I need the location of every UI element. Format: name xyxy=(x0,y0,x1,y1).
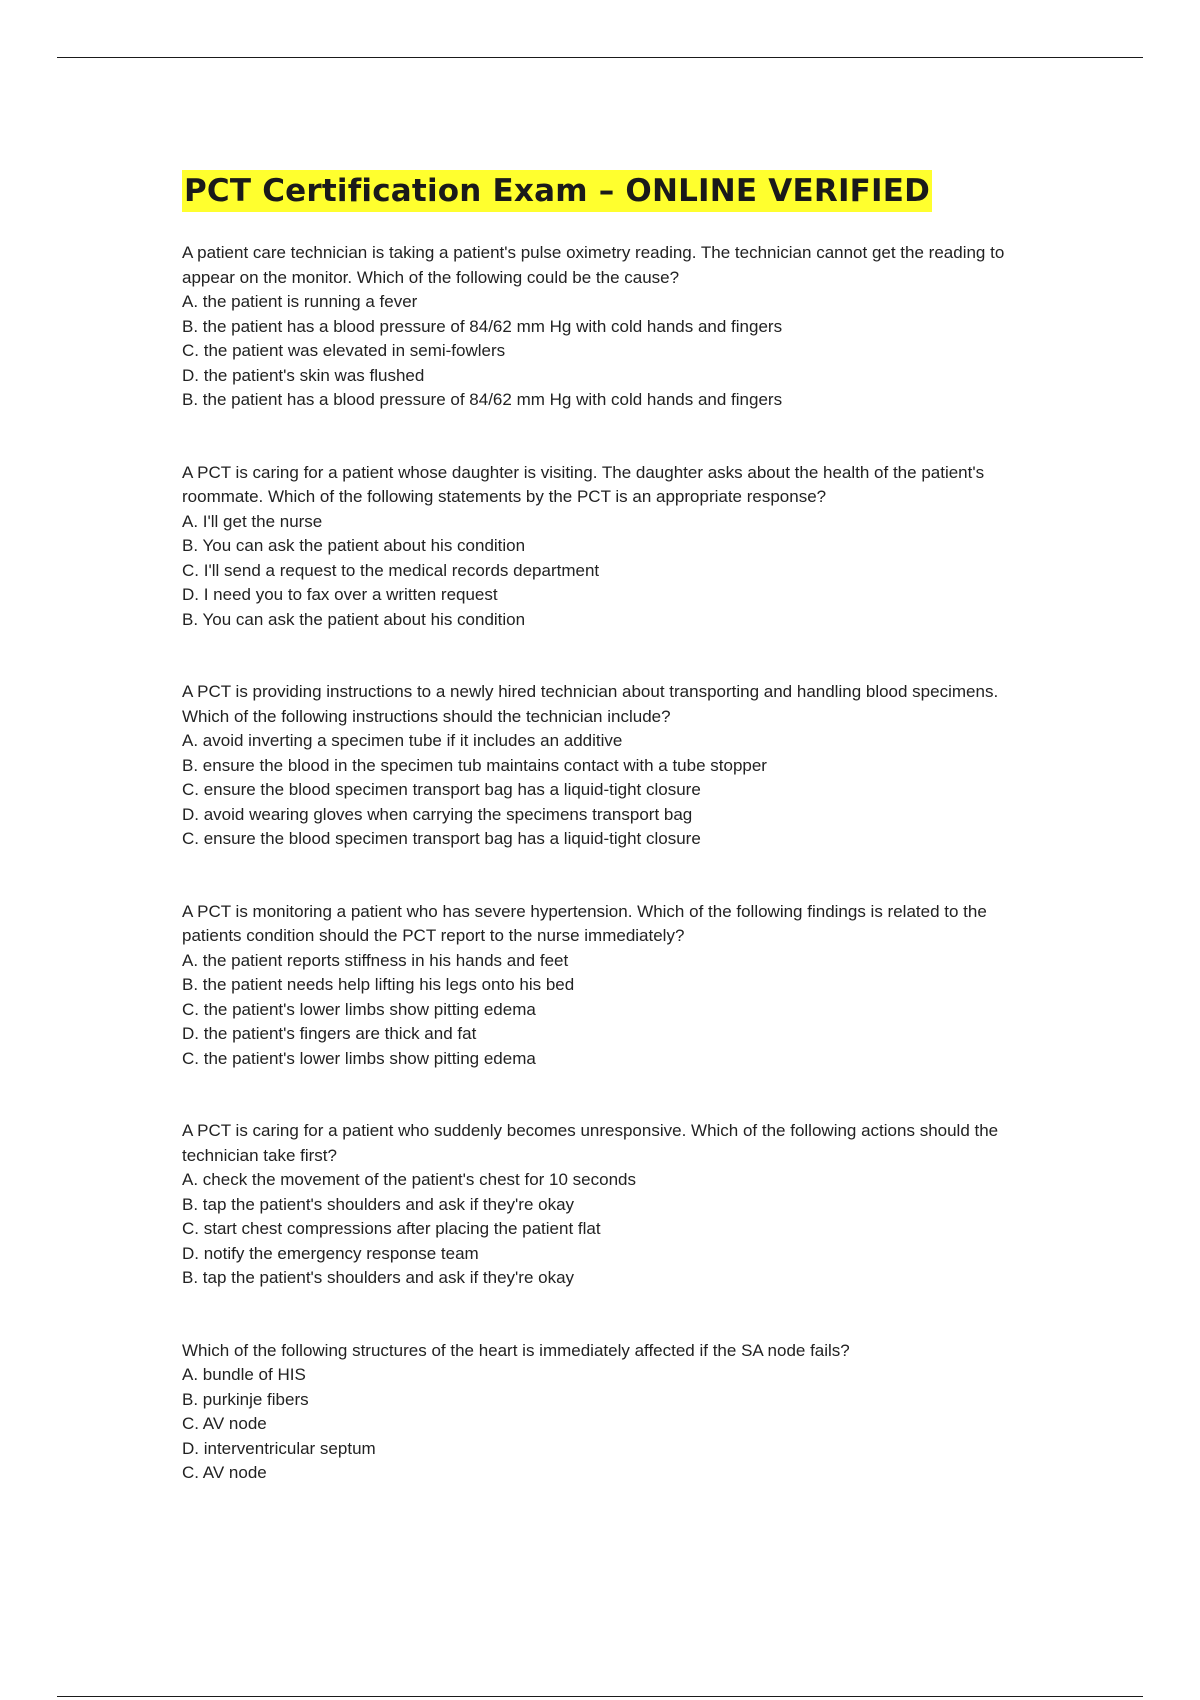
bottom-rule xyxy=(57,1696,1143,1697)
option-a: A. bundle of HIS xyxy=(182,1365,306,1384)
option-b: B. the patient has a blood pressure of 84/62 mm Hg with cold hands and fingers xyxy=(182,316,783,336)
option-b: B. You can ask the patient about his condition xyxy=(182,536,526,555)
option-d: D. the patient's skin was flushed xyxy=(182,365,425,385)
option-c: C. AV node xyxy=(182,1414,267,1433)
answer: B. tap the patient's shoulders and ask if they're okay xyxy=(182,1268,575,1287)
option-c: C. start chest compressions after placing the patient flat xyxy=(182,1219,601,1238)
page-content xyxy=(182,170,1032,1534)
option-c: C. I'll send a request to the medical records department xyxy=(182,560,600,580)
question-6 xyxy=(182,1339,1032,1486)
option-c: C. the patient's lower limbs show pitting edema xyxy=(182,999,536,1019)
option-b: B. tap the patient's shoulders and ask if they're okay xyxy=(182,1194,575,1214)
answer: B. the patient has a blood pressure of 84/62 mm Hg with cold hands and fingers xyxy=(182,390,783,409)
question-stem: A PCT is caring for a patient whose daughter is visiting. The daughter asks about the health of the patient's roommate. Which of the following statements by the PCT is an appropriate response? xyxy=(182,462,985,506)
question-5 xyxy=(182,1119,1032,1291)
question-stem: A PCT is caring for a patient who suddenly becomes unresponsive. Which of the following actions should the technician take first? xyxy=(182,1121,999,1165)
option-b: B. purkinje fibers xyxy=(182,1389,309,1409)
top-rule xyxy=(57,57,1143,58)
question-list xyxy=(182,241,1032,1486)
option-d: D. notify the emergency response team xyxy=(182,1243,479,1263)
option-a: A. I'll get the nurse xyxy=(182,511,323,531)
question-stem: A PCT is providing instructions to a newly hired technician about transporting and handling blood specimens. Which of the following instructions should the technician include? xyxy=(182,682,999,726)
option-c: C. ensure the blood specimen transport bag has a liquid-tight closure xyxy=(182,780,701,799)
question-3 xyxy=(182,680,1032,852)
option-d: D. avoid wearing gloves when carrying the specimens transport bag xyxy=(182,804,693,824)
option-b: B. the patient needs help lifting his legs onto his bed xyxy=(182,975,575,994)
question-stem: A PCT is monitoring a patient who has severe hypertension. Which of the following findings is related to the patients condition should the PCT report to the nurse immediately? xyxy=(182,901,987,945)
option-d: D. I need you to fax over a written request xyxy=(182,585,498,604)
answer: C. the patient's lower limbs show pitting edema xyxy=(182,1048,536,1068)
option-b: B. ensure the blood in the specimen tub maintains contact with a tube stopper xyxy=(182,755,767,775)
page-title: PCT Certification Exam – ONLINE VERIFIED xyxy=(182,170,932,212)
option-a: A. the patient reports stiffness in his hands and feet xyxy=(182,950,569,970)
question-stem: A patient care technician is taking a patient's pulse oximetry reading. The technician cannot get the reading to appear on the monitor. Which of the following could be the cause? xyxy=(182,243,1005,287)
option-a: A. check the movement of the patient's chest for 10 seconds xyxy=(182,1170,636,1189)
option-a: A. the patient is running a fever xyxy=(182,292,418,311)
question-1 xyxy=(182,241,1032,413)
answer: C. ensure the blood specimen transport bag has a liquid-tight closure xyxy=(182,829,701,848)
option-d: D. the patient's fingers are thick and fat xyxy=(182,1024,477,1043)
option-d: D. interventricular septum xyxy=(182,1438,376,1458)
question-2 xyxy=(182,461,1032,633)
question-stem: Which of the following structures of the heart is immediately affected if the SA node fails? xyxy=(182,1340,850,1360)
option-c: C. the patient was elevated in semi-fowlers xyxy=(182,341,506,360)
option-a: A. avoid inverting a specimen tube if it includes an additive xyxy=(182,731,623,750)
answer: B. You can ask the patient about his condition xyxy=(182,609,526,629)
answer: C. AV node xyxy=(182,1463,267,1482)
question-4 xyxy=(182,900,1032,1072)
